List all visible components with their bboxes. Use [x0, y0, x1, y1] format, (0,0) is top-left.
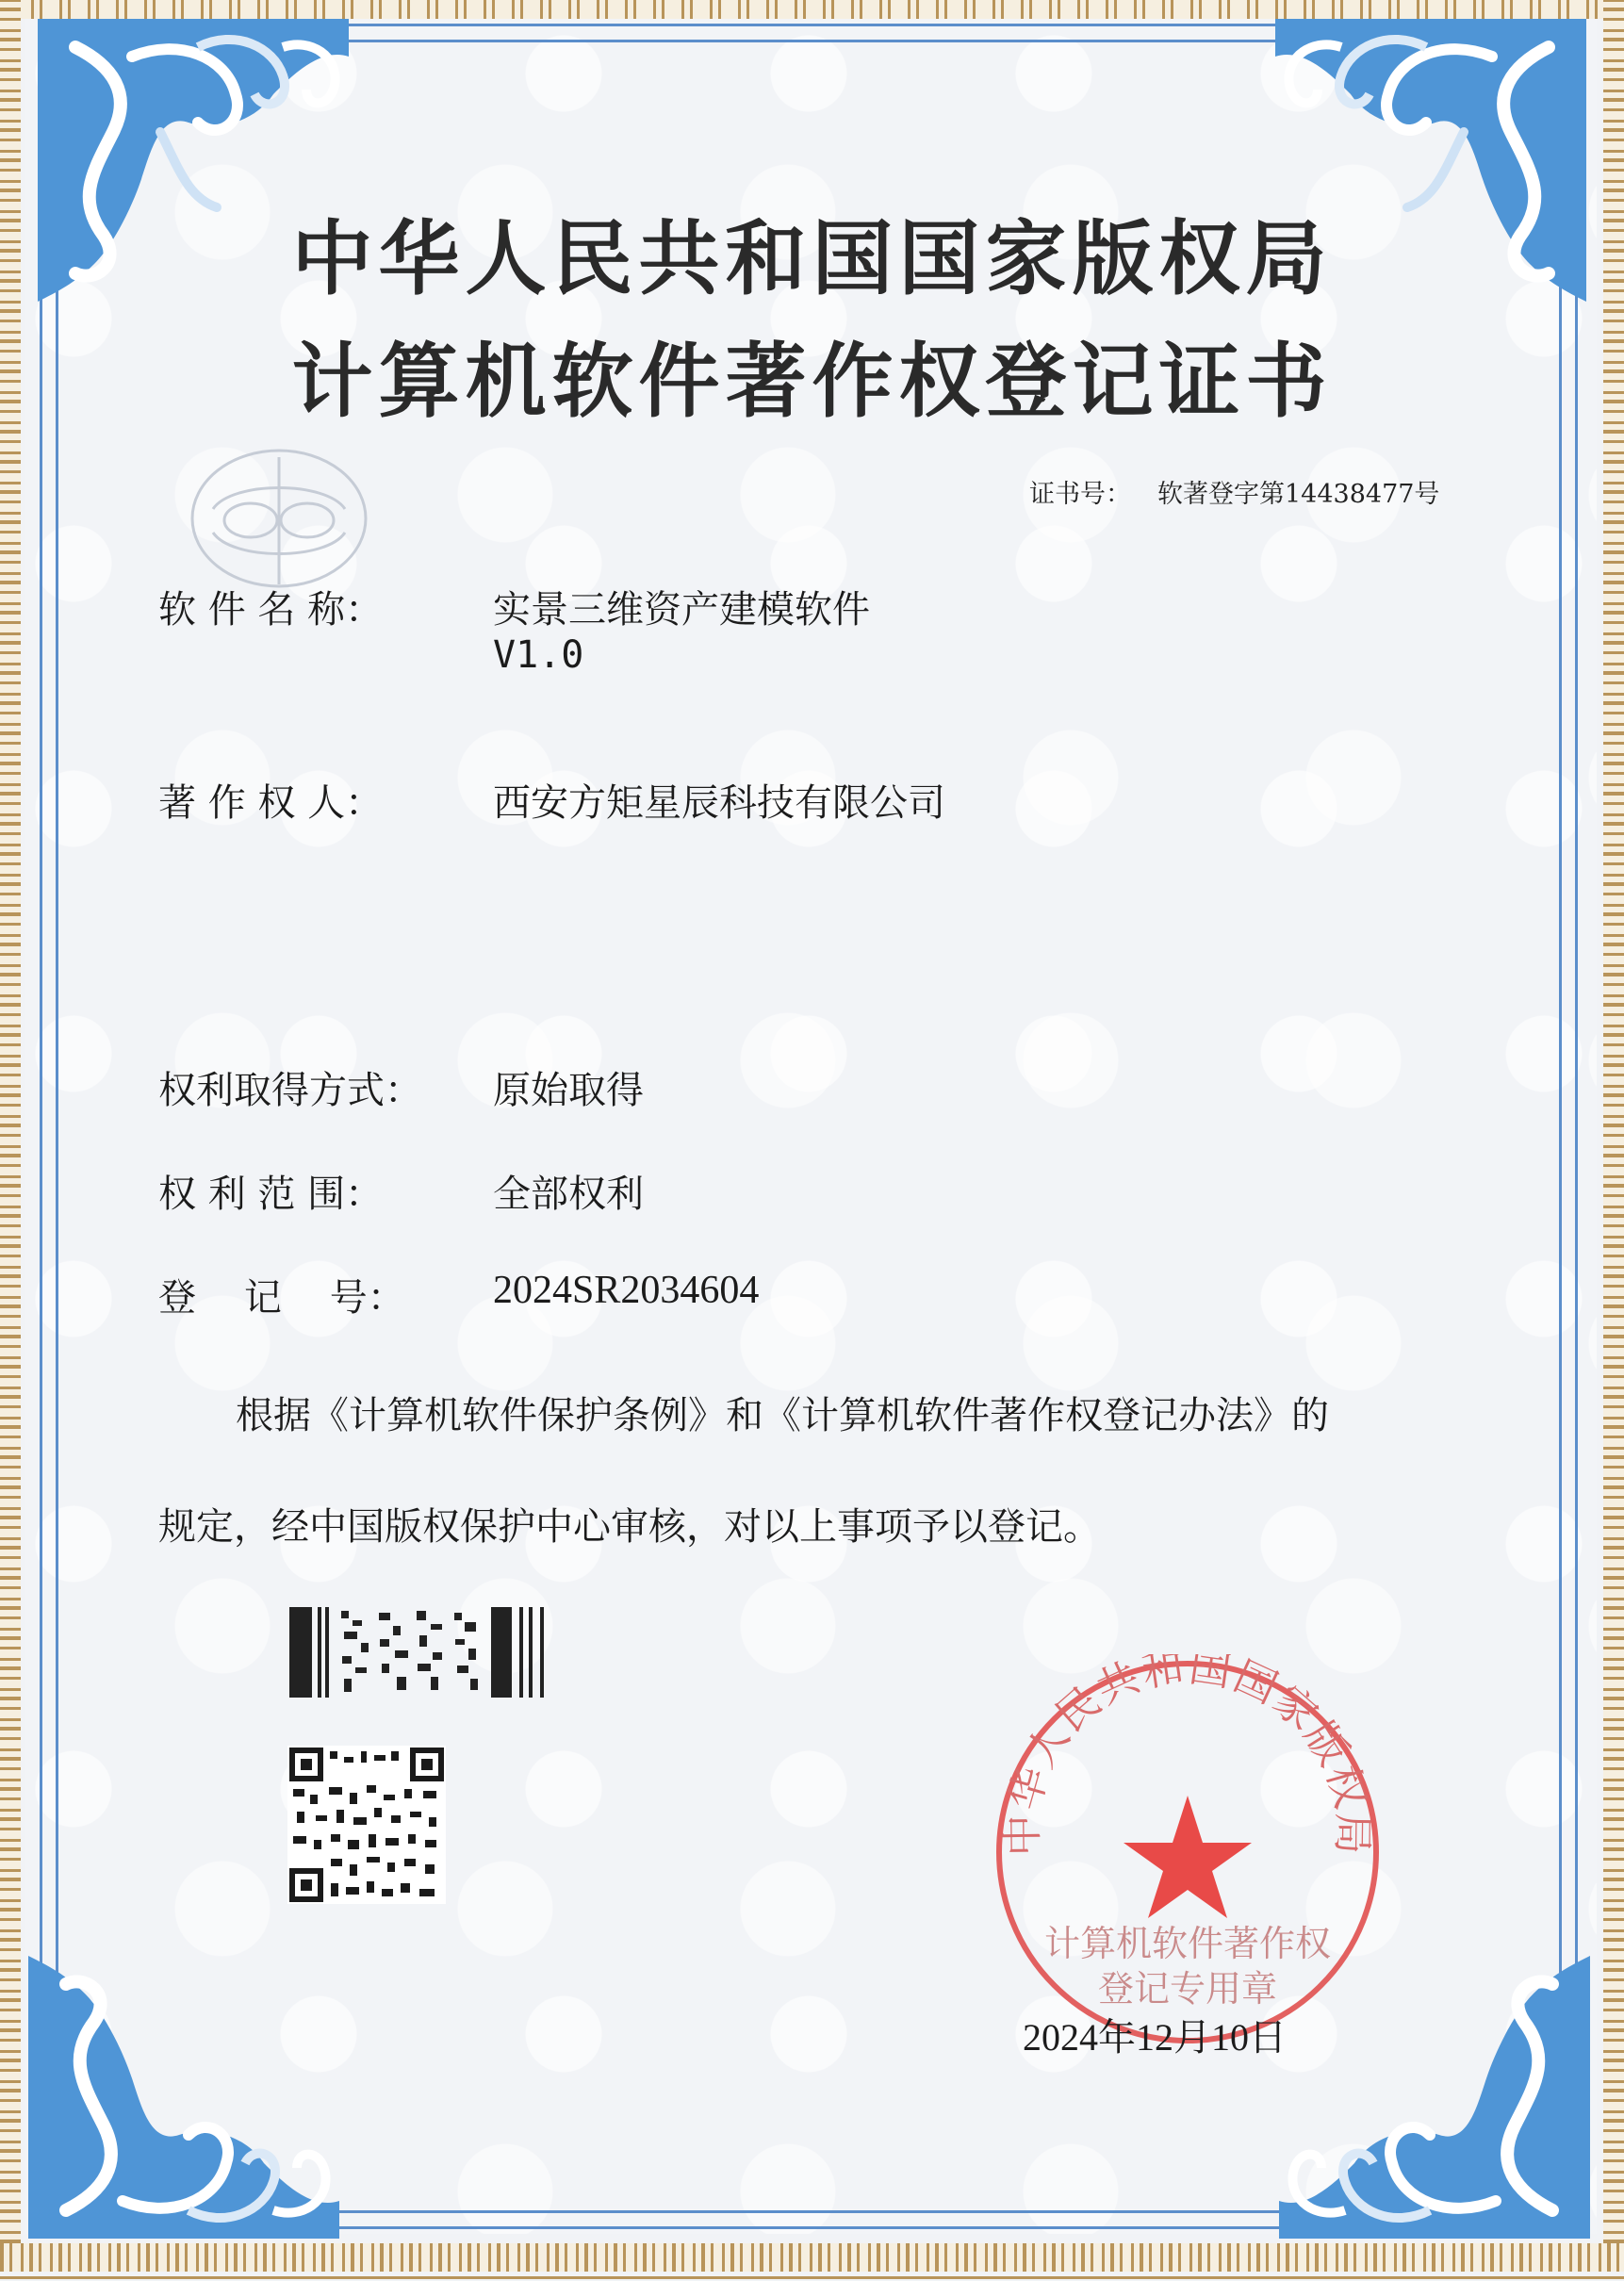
- acquisition-method-value: 原始取得: [493, 1069, 644, 1112]
- rights-scope-label: 权 利 范 围：: [158, 1173, 384, 1216]
- software-name-value: 实景三维资产建模软件: [493, 588, 870, 632]
- issue-date: 2024年12月10日: [1023, 2016, 1287, 2059]
- certificate-number: [1029, 473, 1439, 510]
- rights-scope-value: 全部权利: [493, 1173, 644, 1216]
- official-seal: [990, 1654, 1386, 2050]
- seal-inner-line-2: 登记专用章: [1097, 1968, 1278, 2010]
- software-version: V1.0: [493, 633, 584, 677]
- seal-inner-line-1: 计算机软件著作权: [1043, 1923, 1332, 1964]
- seal-outer-text: 中华人民共和国国家版权局: [998, 1654, 1377, 1857]
- field-acquisition-method: [158, 1060, 644, 1114]
- field-registration-number: [158, 1268, 759, 1321]
- greek-key-border-top: [0, 0, 1624, 19]
- registration-number-value: 2024SR2034604: [493, 1269, 760, 1312]
- copyright-emblem-watermark-icon: [185, 443, 373, 594]
- statement-line-2: 规定，经中国版权保护中心审核，对以上事项予以登记。: [158, 1505, 1101, 1549]
- corner-ornament-bottom-left-icon: [28, 1956, 339, 2239]
- issuer-title: 中华人民共和国国家版权局: [291, 212, 1333, 306]
- copyright-owner-label: 著 作 权 人：: [158, 781, 384, 825]
- copyright-owner-value: 西安方矩星辰科技有限公司: [493, 781, 945, 825]
- statement-line-1: 根据《计算机软件保护条例》和《计算机软件著作权登记办法》的: [236, 1394, 1329, 1437]
- field-software-name: [158, 580, 870, 633]
- registration-number-label: 登 记 号：: [158, 1276, 405, 1320]
- certificate-title: 计算机软件著作权登记证书: [291, 335, 1333, 429]
- pdf417-barcode-icon: [289, 1607, 547, 1698]
- software-name-label: 软 件 名 称：: [158, 588, 384, 632]
- field-rights-scope: [158, 1164, 644, 1218]
- certificate-number-label: 证书号：: [1029, 480, 1131, 509]
- star-icon: [1124, 1796, 1252, 1918]
- certificate-number-value: 软著登字第14438477号: [1157, 480, 1440, 509]
- qr-code-icon: [287, 1746, 446, 1904]
- greek-key-border-bottom: [0, 2243, 1624, 2272]
- field-copyright-owner: [158, 773, 945, 827]
- acquisition-method-label: 权利取得方式：: [158, 1069, 422, 1112]
